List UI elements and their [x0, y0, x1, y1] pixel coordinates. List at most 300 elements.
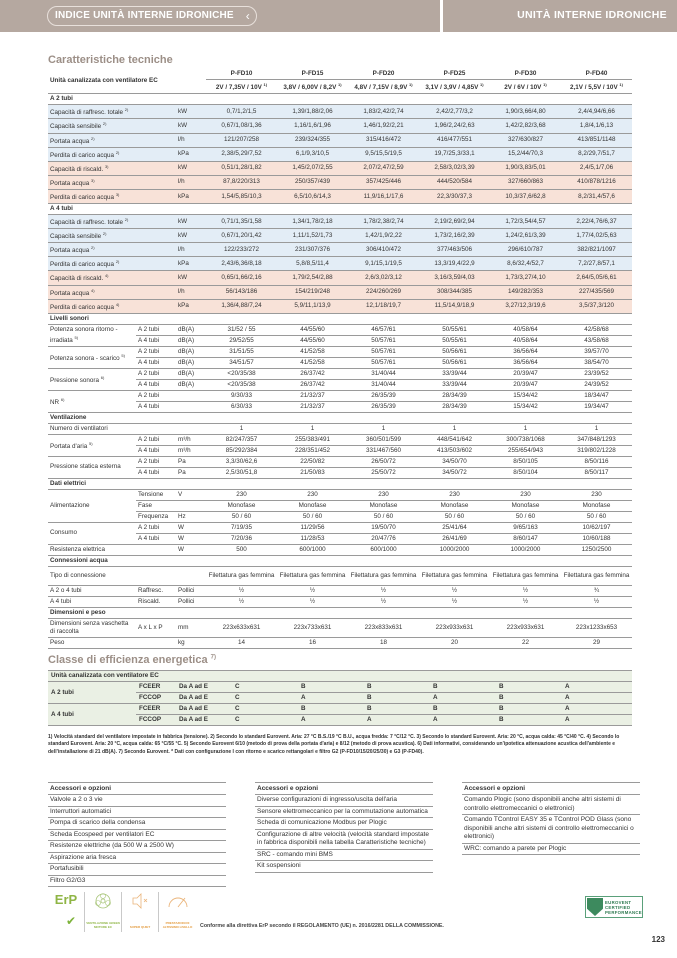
row-unit: Pollici — [176, 585, 206, 596]
row-label: Peso — [48, 637, 176, 648]
row-unit: Pa — [176, 456, 206, 467]
list-item: Resistenze elettriche (da 500 W a 2500 W) — [48, 841, 226, 853]
group-title: A 2 tubi — [48, 94, 632, 105]
cell-value: 2,43/6,36/8,18 — [206, 257, 277, 271]
cell-value: Filettatura gas femmina — [419, 566, 490, 585]
cell-value: 8/50/104 — [490, 467, 561, 478]
cell-value: 11/28/53 — [277, 533, 348, 544]
cell-value: 0,51/1,28/1,82 — [206, 161, 277, 175]
row-unit: m³/h — [176, 445, 206, 456]
index-nav-button[interactable] — [47, 6, 257, 26]
row-label: Potenza sonora - scarico $^{5)}$ — [48, 346, 136, 368]
row-label: Capacità di riscald. $^{3)}$ — [48, 161, 176, 175]
efficiency-class: C — [232, 715, 298, 726]
range-label: Da A ad E — [176, 693, 232, 704]
efficiency-class: C — [232, 704, 298, 715]
cell-value: 1 — [206, 423, 277, 434]
cell-value: 2,38/5,29/7,52 — [206, 147, 277, 161]
efficiency-title: Classe di efficienza energetica $^{7)}$ — [48, 654, 216, 666]
cell-value: Filettatura gas femmina — [348, 566, 419, 585]
metric-label: FCEER — [136, 682, 176, 693]
efficiency-class: B — [298, 682, 364, 693]
gauge-icon — [167, 892, 189, 910]
airflow-row — [48, 434, 632, 445]
cell-value: 44/55/60 — [277, 324, 348, 335]
table-row — [48, 257, 632, 271]
row-unit: Pollici — [176, 596, 206, 607]
cell-value: 16 — [277, 637, 348, 648]
efficiency-class: B — [496, 693, 562, 704]
list-item: Diverse configurazioni di ingresso/uscita dell'aria — [255, 795, 433, 807]
model-voltage: 2V / 6V / 10V $^{1)}$ — [490, 80, 561, 94]
cell-value: 41/52/58 — [277, 346, 348, 357]
group-header — [48, 94, 632, 105]
cell-value: 300/738/1068 — [490, 434, 561, 445]
fan-icon — [93, 892, 113, 910]
table-row — [48, 133, 632, 147]
efficiency-class: C — [232, 693, 298, 704]
cell-value: 8/50/117 — [561, 467, 632, 478]
cell-value: 13,3/19,4/22,9 — [419, 257, 490, 271]
row-unit: l/h — [176, 133, 206, 147]
cell-value: 31/40/44 — [348, 379, 419, 390]
unit-label: Unità canalizzata con ventilatore EC — [48, 671, 632, 682]
chevron-left-icon: ‹ — [245, 9, 250, 23]
row-label: Perdita di carico acqua $^{2)}$ — [48, 257, 176, 271]
table-row — [48, 175, 632, 189]
list-item: Valvole a 2 o 3 vie — [48, 795, 226, 807]
cell-value: 21/32/37 — [277, 390, 348, 401]
efficiency-class: B — [364, 693, 430, 704]
spec-title: Caratteristiche tecniche — [48, 54, 173, 66]
cell-value: 1,78/2,38/2,74 — [348, 215, 419, 229]
cell-value: 20/39/47 — [490, 368, 561, 379]
cell-value: Filettatura gas femmina — [277, 566, 348, 585]
cell-value: 46/57/61 — [348, 324, 419, 335]
row-label: Portata d'aria $^{5)}$ — [48, 434, 136, 456]
list-item: SRC - comando mini BMS — [255, 850, 433, 862]
model-name: P-FD40 — [561, 69, 632, 80]
cell-value: 1,73/3,27/4,10 — [490, 271, 561, 285]
dimensions-row — [48, 618, 632, 637]
cell-value: 444/520/584 — [419, 175, 490, 189]
cell-value: 39/57/70 — [561, 346, 632, 357]
cell-value: 2,07/2,47/2,59 — [348, 161, 419, 175]
eurovent-logo: EUROVENT CERTIFIED PERFORMANCE — [585, 896, 643, 918]
eurovent-shield-icon — [587, 898, 603, 916]
row-unit: kPa — [176, 257, 206, 271]
cell-value: 122/233/272 — [206, 243, 277, 257]
cell-value: 227/435/569 — [561, 285, 632, 299]
cell-value: 1,42/1,9/2,22 — [348, 229, 419, 243]
efficiency-row — [48, 682, 632, 693]
erp-conformity-text: Conforme alla direttiva ErP secondo il REGOLAMENTO (UE) n. 2016/2281 DELLA COMMISSIONE. — [200, 923, 444, 929]
cell-value: ½ — [419, 585, 490, 596]
row-sublabel: A 2 tubi — [136, 346, 176, 357]
efficiency-class: B — [496, 682, 562, 693]
efficiency-class: B — [364, 704, 430, 715]
row-label: NR $^{6)}$ — [48, 390, 136, 412]
weight-row — [48, 637, 632, 648]
cell-value: 1,79/2,54/2,88 — [277, 271, 348, 285]
cell-value: 42/58/68 — [561, 324, 632, 335]
supply-row — [48, 511, 632, 522]
table-row — [48, 299, 632, 313]
row-unit: W — [176, 544, 206, 555]
efficiency-class: A — [298, 693, 364, 704]
row-sublabel: A 2 tubi — [136, 390, 176, 401]
cell-value: Monofase — [277, 500, 348, 511]
cell-value: 239/324/355 — [277, 133, 348, 147]
group-header — [48, 478, 632, 489]
cell-value: 360/501/599 — [348, 434, 419, 445]
table-row — [48, 229, 632, 243]
cell-value: 1,96/2,24/2,63 — [419, 119, 490, 133]
row-label: Perdita di carico acqua $^{2)}$ — [48, 147, 176, 161]
super-quiet-badge: SUPER QUIET — [122, 892, 159, 932]
cell-value: Monofase — [419, 500, 490, 511]
sound-row — [48, 346, 632, 357]
cell-value: 34/50/72 — [419, 467, 490, 478]
accessories-header: Accessori e opzioni — [462, 782, 640, 795]
cell-value: 2,58/3,02/3,39 — [419, 161, 490, 175]
row-unit: kg — [176, 637, 206, 648]
cell-value: 50/56/61 — [419, 346, 490, 357]
model-voltage: 3,8V / 6,00V / 8,2V $^{1)}$ — [277, 80, 348, 94]
cell-value: ½ — [277, 596, 348, 607]
model-voltage: 2V / 7,35V / 10V $^{1)}$ — [206, 80, 277, 94]
green-ventilation-badge: VENTILAZIONE GREEN MOTORE EC — [85, 892, 122, 932]
row-sublabel: Fase — [136, 500, 176, 511]
cell-value: 18/34/47 — [561, 390, 632, 401]
cell-value: 85/292/384 — [206, 445, 277, 456]
cell-value: 21/50/83 — [277, 467, 348, 478]
cell-value: 22 — [490, 637, 561, 648]
cell-value: 3,27/12,3/19,6 — [490, 299, 561, 313]
cell-value: 223x733x631 — [277, 618, 348, 637]
cell-value: 1,72/3,54/4,57 — [490, 215, 561, 229]
cell-value: 50/57/61 — [348, 357, 419, 368]
metric-label: FCCOP — [136, 715, 176, 726]
cell-value: 1 — [348, 423, 419, 434]
efficiency-class: A — [430, 715, 496, 726]
cell-value: ½ — [348, 585, 419, 596]
efficiency-class: A — [298, 715, 364, 726]
cell-value: 2,22/4,76/6,37 — [561, 215, 632, 229]
model-name: P-FD30 — [490, 69, 561, 80]
cell-value: 223x1233x653 — [561, 618, 632, 637]
cell-value: ¾ — [561, 585, 632, 596]
list-item: Comando TControl EASY 35 e TControl POD Glass (sono disponibili anche altri sistemi di controllo elettromeccanici o elettronici) — [462, 815, 640, 844]
cell-value: 2,4/4,94/6,66 — [561, 105, 632, 119]
row-unit: kPa — [176, 299, 206, 313]
cell-value: 1,54/5,85/10,3 — [206, 189, 277, 203]
cell-value: 255/383/491 — [277, 434, 348, 445]
cell-value: 296/610/787 — [490, 243, 561, 257]
cell-value: 500 — [206, 544, 277, 555]
cell-value: 19,7/25,3/33,1 — [419, 147, 490, 161]
cell-value: 44/55/60 — [277, 335, 348, 346]
cell-value: 26/35/39 — [348, 390, 419, 401]
efficiency-class: A — [430, 693, 496, 704]
cell-value: ½ — [419, 596, 490, 607]
cell-value: 7/19/35 — [206, 522, 277, 533]
row-unit — [176, 500, 206, 511]
cell-value: 600/1000 — [348, 544, 419, 555]
group-title: Dimensioni e peso — [48, 607, 632, 618]
row-label: Portata acqua $^{3)}$ — [48, 175, 176, 189]
model-voltage: 2,1V / 5,5V / 10V $^{1)}$ — [561, 80, 632, 94]
efficiency-class: A — [562, 693, 632, 704]
efficiency-class: A — [364, 715, 430, 726]
cell-value: 50/57/61 — [348, 346, 419, 357]
cell-value: 15/34/42 — [490, 401, 561, 412]
cell-value: 6/30/33 — [206, 401, 277, 412]
row-sublabel: Riscald. — [136, 596, 176, 607]
cell-value: 12,1/18/19,7 — [348, 299, 419, 313]
cell-value: 43/58/68 — [561, 335, 632, 346]
table-row — [48, 285, 632, 299]
cell-value: 410/878/1216 — [561, 175, 632, 189]
cell-value: 448/541/642 — [419, 434, 490, 445]
cell-value: 377/463/506 — [419, 243, 490, 257]
cell-value: 9,1/15,1/19,5 — [348, 257, 419, 271]
cell-value: 1 — [277, 423, 348, 434]
cell-value: Monofase — [490, 500, 561, 511]
efficiency-class: A — [562, 682, 632, 693]
cell-value: 50/57/61 — [348, 335, 419, 346]
static-pressure-row — [48, 456, 632, 467]
cell-value: 230 — [206, 489, 277, 500]
row-label: Alimentazione — [48, 489, 136, 522]
row-sublabel: A 2 tubi — [136, 456, 176, 467]
cell-value: 26/41/69 — [419, 533, 490, 544]
cell-value: 19/34/47 — [561, 401, 632, 412]
cell-value: 413/503/602 — [419, 445, 490, 456]
cell-value: 1,11/1,52/1,73 — [277, 229, 348, 243]
table-row — [48, 243, 632, 257]
connection-type-row — [48, 566, 632, 585]
list-item: Portafusibili — [48, 864, 226, 876]
row-unit: kPa — [176, 189, 206, 203]
cell-value: 5,8/8,5/11,4 — [277, 257, 348, 271]
airflow-row — [48, 445, 632, 456]
cell-value: 7,2/27,8/57,1 — [561, 257, 632, 271]
row-sublabel: A 2 tubi — [136, 368, 176, 379]
cell-value: 223x833x631 — [348, 618, 419, 637]
divider — [440, 0, 443, 32]
cell-value: 25/50/72 — [348, 467, 419, 478]
cell-value: Monofase — [561, 500, 632, 511]
cell-value: 0,67/1,08/1,36 — [206, 119, 277, 133]
row-label: Portata acqua $^{2)}$ — [48, 133, 176, 147]
cell-value: 1,34/1,78/2,18 — [277, 215, 348, 229]
cell-value: ½ — [277, 585, 348, 596]
cell-value: 56/143/186 — [206, 285, 277, 299]
group-label: A 2 tubi — [48, 682, 136, 704]
efficiency-row — [48, 715, 632, 726]
cell-value: 11,9/16,1/17,6 — [348, 189, 419, 203]
row-unit: W — [176, 522, 206, 533]
row-sublabel: A 2 tubi — [136, 324, 176, 335]
cell-value: ½ — [490, 585, 561, 596]
cell-value: 2,42/2,77/3,2 — [419, 105, 490, 119]
cell-value: 3,5/37,3/120 — [561, 299, 632, 313]
cell-value: 34/50/70 — [419, 456, 490, 467]
efficiency-class: C — [232, 682, 298, 693]
supply-row — [48, 489, 632, 500]
row-unit: kW — [176, 229, 206, 243]
page-number: 123 — [651, 935, 665, 944]
range-label: Da A ad E — [176, 682, 232, 693]
index-nav-label: INDICE UNITÀ INTERNE IDRONICHE — [55, 10, 234, 21]
row-unit: dB(A) — [176, 324, 206, 335]
row-label: Capacità di raffresc. totale $^{2)}$ — [48, 105, 176, 119]
cell-value: 255/654/943 — [490, 445, 561, 456]
cell-value: 6,5/10,6/14,3 — [277, 189, 348, 203]
sound-row — [48, 379, 632, 390]
fans-row — [48, 423, 632, 434]
row-unit: l/h — [176, 243, 206, 257]
cell-value: 250/357/439 — [277, 175, 348, 189]
model-name: P-FD20 — [348, 69, 419, 80]
cell-value: 24/39/52 — [561, 379, 632, 390]
cell-value: 31/52 / 55 — [206, 324, 277, 335]
cell-value: Filettatura gas femmina — [561, 566, 632, 585]
cell-value: 10/60/188 — [561, 533, 632, 544]
cell-value: 413/851/1148 — [561, 133, 632, 147]
cell-value: 2,64/5,05/6,61 — [561, 271, 632, 285]
cell-value: 10/62/197 — [561, 522, 632, 533]
model-voltage: 3,1V / 3,9V / 4,85V $^{1)}$ — [419, 80, 490, 94]
cell-value: 23/39/52 — [561, 368, 632, 379]
accessories-header: Accessori e opzioni — [255, 782, 433, 795]
cell-value: 50 / 60 — [419, 511, 490, 522]
cell-value: 9,5/15,5/19,5 — [348, 147, 419, 161]
cell-value: 319/802/1228 — [561, 445, 632, 456]
cell-value: 327/630/827 — [490, 133, 561, 147]
row-label: Resistenza elettrica — [48, 544, 176, 555]
top-bar — [0, 0, 677, 32]
group-header — [48, 204, 632, 215]
cell-value: 1,42/2,82/3,68 — [490, 119, 561, 133]
accessories-list-1 — [48, 782, 226, 887]
list-item: Comando Plogic (sono disponibili anche altri sistemi di controllo elettromeccanici o elettronici) — [462, 795, 640, 815]
cell-value: 31/40/44 — [348, 368, 419, 379]
cell-value: 40/58/64 — [490, 335, 561, 346]
efficiency-class: A — [562, 704, 632, 715]
cell-value: 230 — [561, 489, 632, 500]
group-header — [48, 607, 632, 618]
cell-value: 11/29/56 — [277, 522, 348, 533]
cell-value: 149/282/353 — [490, 285, 561, 299]
high-performance-badge: PRESTAZIONI DI ALTISSIMO LIVELLO — [159, 892, 196, 932]
efficiency-row — [48, 704, 632, 715]
row-label: Pressione sonora $^{6)}$ — [48, 368, 136, 390]
cell-value: 40/58/64 — [490, 324, 561, 335]
row-unit — [176, 401, 206, 412]
sound-row — [48, 390, 632, 401]
list-item: Aspirazione aria fresca — [48, 853, 226, 865]
cell-value: 0,71/1,35/1,58 — [206, 215, 277, 229]
row-unit: kW — [176, 161, 206, 175]
range-label: Da A ad E — [176, 704, 232, 715]
row-sublabel: A 2 tubi — [136, 522, 176, 533]
efficiency-header-row — [48, 671, 632, 682]
cell-value: 1,46/1,92/2,21 — [348, 119, 419, 133]
cell-value: 1,90/3,66/4,80 — [490, 105, 561, 119]
row-unit: Pa — [176, 467, 206, 478]
row-label: Capacità sensibile $^{2)}$ — [48, 119, 176, 133]
cell-value: 8,2/29,7/51,7 — [561, 147, 632, 161]
row-unit: kW — [176, 271, 206, 285]
cell-value: Filettatura gas femmina — [490, 566, 561, 585]
row-label: Pressione statica esterna — [48, 456, 136, 478]
row-unit — [176, 390, 206, 401]
cell-value: 82/247/357 — [206, 434, 277, 445]
cell-value: 10,3/37,6/62,8 — [490, 189, 561, 203]
row-sublabel: A x L x P — [136, 618, 176, 637]
cell-value: 223x933x631 — [490, 618, 561, 637]
accessories-list-3 — [462, 782, 640, 855]
row-label: A 4 tubi — [48, 596, 136, 607]
cell-value: 22/50/82 — [277, 456, 348, 467]
cell-value: 228/351/452 — [277, 445, 348, 456]
row-label: Portata acqua $^{4)}$ — [48, 285, 176, 299]
cell-value: 2,5/30/51,8 — [206, 467, 277, 478]
row-label: Numero di ventilatori — [48, 423, 206, 434]
cell-value: 1,36/4,88/7,24 — [206, 299, 277, 313]
cell-value: 25/41/64 — [419, 522, 490, 533]
list-item: Kit sospensioni — [255, 861, 433, 873]
row-sublabel: A 4 tubi — [136, 445, 176, 456]
cell-value: 8/50/116 — [561, 456, 632, 467]
cell-value: 29 — [561, 637, 632, 648]
row-sublabel: A 4 tubi — [136, 467, 176, 478]
cell-value: 38/54/70 — [561, 357, 632, 368]
cell-value: 382/821/1097 — [561, 243, 632, 257]
cell-value: ½ — [490, 596, 561, 607]
row-unit: dB(A) — [176, 357, 206, 368]
row-label: Dimensioni senza vaschetta di raccolta — [48, 618, 136, 637]
row-unit: l/h — [176, 175, 206, 189]
efficiency-class: B — [298, 704, 364, 715]
sound-row — [48, 357, 632, 368]
cell-value: 223x933x631 — [419, 618, 490, 637]
row-sublabel: A 2 tubi — [136, 434, 176, 445]
accessories-header: Accessori e opzioni — [48, 782, 226, 795]
cell-value: 1 — [419, 423, 490, 434]
cell-value: 308/344/385 — [419, 285, 490, 299]
efficiency-class: A — [562, 715, 632, 726]
table-row — [48, 119, 632, 133]
cell-value: 224/260/269 — [348, 285, 419, 299]
speaker-mute-icon — [130, 892, 150, 910]
cell-value: 331/467/560 — [348, 445, 419, 456]
section-title: UNITÀ INTERNE IDRONICHE — [517, 9, 667, 21]
cell-value: 87,8/220/313 — [206, 175, 277, 189]
row-unit: dB(A) — [176, 368, 206, 379]
row-unit: m³/h — [176, 434, 206, 445]
row-sublabel: Raffresc. — [136, 585, 176, 596]
row-sublabel: A 4 tubi — [136, 379, 176, 390]
row-sublabel: A 4 tubi — [136, 533, 176, 544]
model-name: P-FD15 — [277, 69, 348, 80]
cell-value: 36/56/64 — [490, 346, 561, 357]
cell-value: 29/52/55 — [206, 335, 277, 346]
cell-value: 223x633x631 — [206, 618, 277, 637]
list-item: Filtro G2/G3 — [48, 876, 226, 888]
